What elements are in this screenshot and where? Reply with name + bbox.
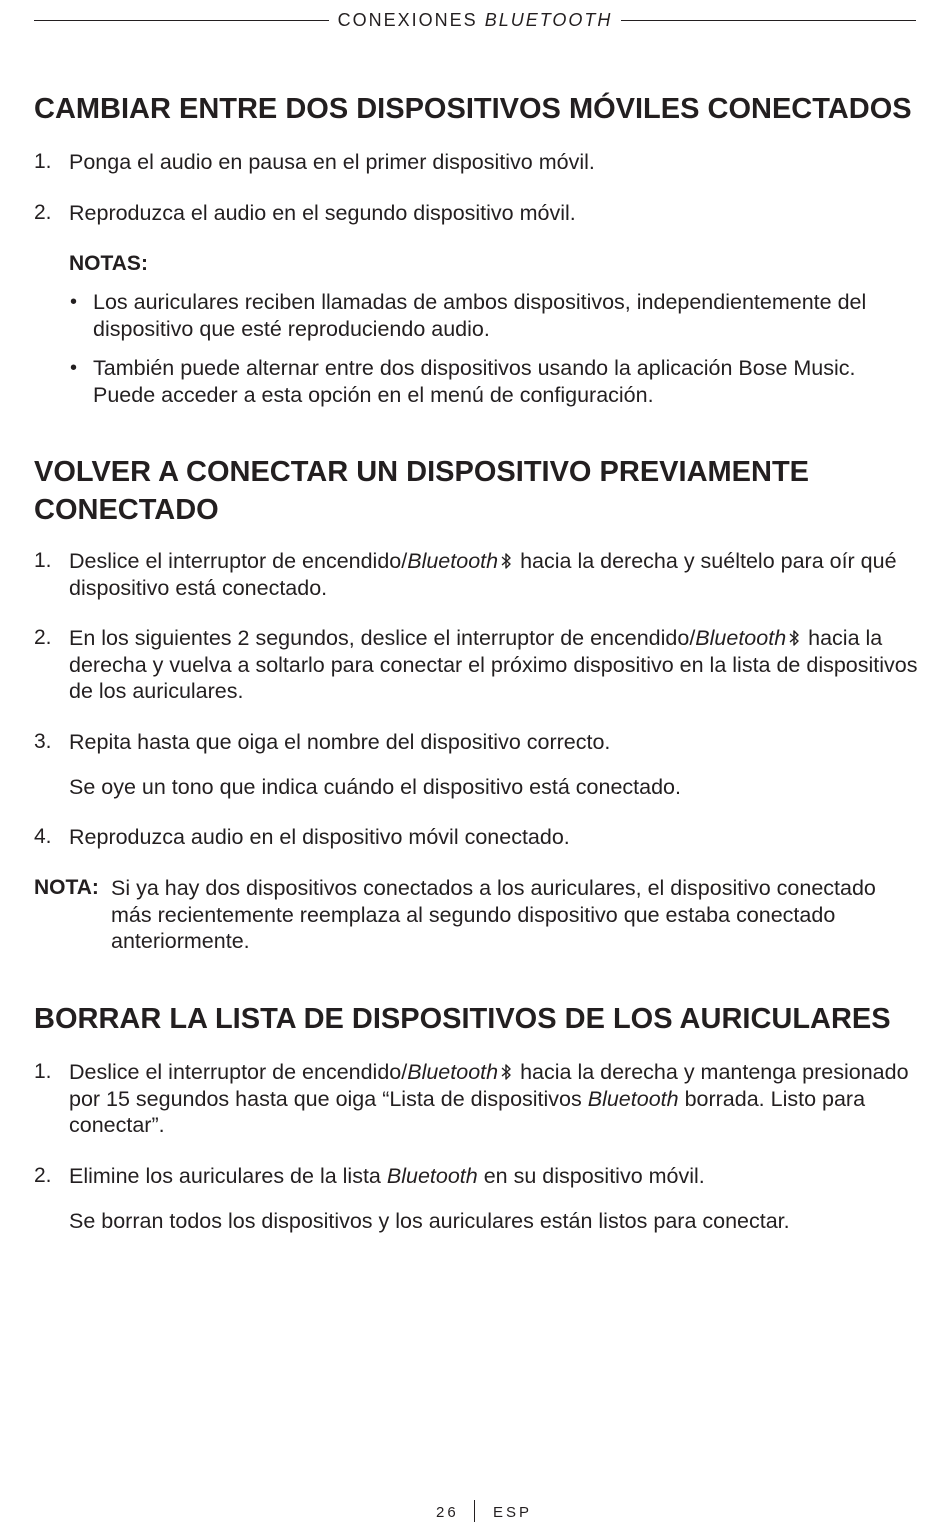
note-label: NOTA: xyxy=(34,876,99,899)
step-text: Reproduzca audio en el dispositivo móvil conectado. xyxy=(69,825,570,849)
step-number: 1. xyxy=(34,549,52,572)
header-prefix: CONEXIONES xyxy=(337,9,478,30)
notes-label: NOTAS: xyxy=(69,252,148,275)
section-title-reconnect: VOLVER A CONECTAR UN DISPOSITIVO PREVIAMENTE CONECTADO xyxy=(34,456,810,526)
step-text: Reproduzca el audio en el segundo dispositivo móvil. xyxy=(69,201,576,225)
note-text: Los auriculares reciben llamadas de ambos dispositivos, independientemente del dispositivo que esté reproduciendo audio. xyxy=(93,290,867,341)
language-code: ESP xyxy=(493,1504,533,1521)
note-text: También puede alternar entre dos dispositivos usando la aplicación Bose Music. Puede acceder a esta opción en el menú de configuración. xyxy=(93,356,856,407)
step-subtext: Se borran todos los dispositivos y los auriculares están listos para conectar. xyxy=(69,1209,790,1233)
step-text: En los siguientes 2 segundos, deslice el interruptor de encendido/Bluetooth hacia la derecha y vuelva a soltarlo para conectar el próximo dispositivo en la lista de dispositivos de los auriculares. xyxy=(69,626,918,703)
step-number: 1. xyxy=(34,1060,52,1083)
bluetooth-icon xyxy=(788,629,800,647)
footer-divider xyxy=(474,1500,475,1522)
section-title-clear-list: BORRAR LA LISTA DE DISPOSITIVOS DE LOS AURICULARES xyxy=(34,1003,891,1035)
step-text: Ponga el audio en pausa en el primer dispositivo móvil. xyxy=(69,150,595,174)
page-footer xyxy=(0,1500,950,1526)
step-number: 3. xyxy=(34,730,52,753)
step-text: Elimine los auriculares de la lista Bluetooth en su dispositivo móvil. xyxy=(69,1164,705,1188)
step-number: 2. xyxy=(34,1164,52,1187)
bullet-icon: • xyxy=(70,291,78,313)
running-header xyxy=(34,6,916,34)
bluetooth-icon xyxy=(500,1063,512,1081)
section-title-switch-devices: CAMBIAR ENTRE DOS DISPOSITIVOS MÓVILES CONECTADOS xyxy=(34,93,912,125)
step-number: 2. xyxy=(34,201,52,224)
bluetooth-icon xyxy=(500,552,512,570)
header-rule-left xyxy=(34,20,329,21)
step-number: 1. xyxy=(34,150,52,173)
step-text: Repita hasta que oiga el nombre del dispositivo correcto. xyxy=(69,730,611,754)
note-text: Si ya hay dos dispositivos conectados a los auriculares, el dispositivo conectado más recientemente reemplaza al segundo dispositivo que estaba conectado anteriormente. xyxy=(111,876,876,953)
step-number: 4. xyxy=(34,825,52,848)
step-number: 2. xyxy=(34,626,52,649)
step-text: Deslice el interruptor de encendido/Bluetooth hacia la derecha y suéltelo para oír qué dispositivo está conectado. xyxy=(69,549,897,600)
header-rule-right xyxy=(621,20,916,21)
header-italic: BLUETOOTH xyxy=(484,9,613,30)
page-number: 26 xyxy=(436,1504,459,1521)
header-title xyxy=(329,10,622,31)
step-text: Deslice el interruptor de encendido/Bluetooth hacia la derecha y mantenga presionado por 15 segundos hasta que oiga “Lista de dispositivos Bluetooth borrada. Listo para conectar”. xyxy=(69,1060,909,1137)
bullet-icon: • xyxy=(70,357,78,379)
step-subtext: Se oye un tono que indica cuándo el dispositivo está conectado. xyxy=(69,775,681,799)
